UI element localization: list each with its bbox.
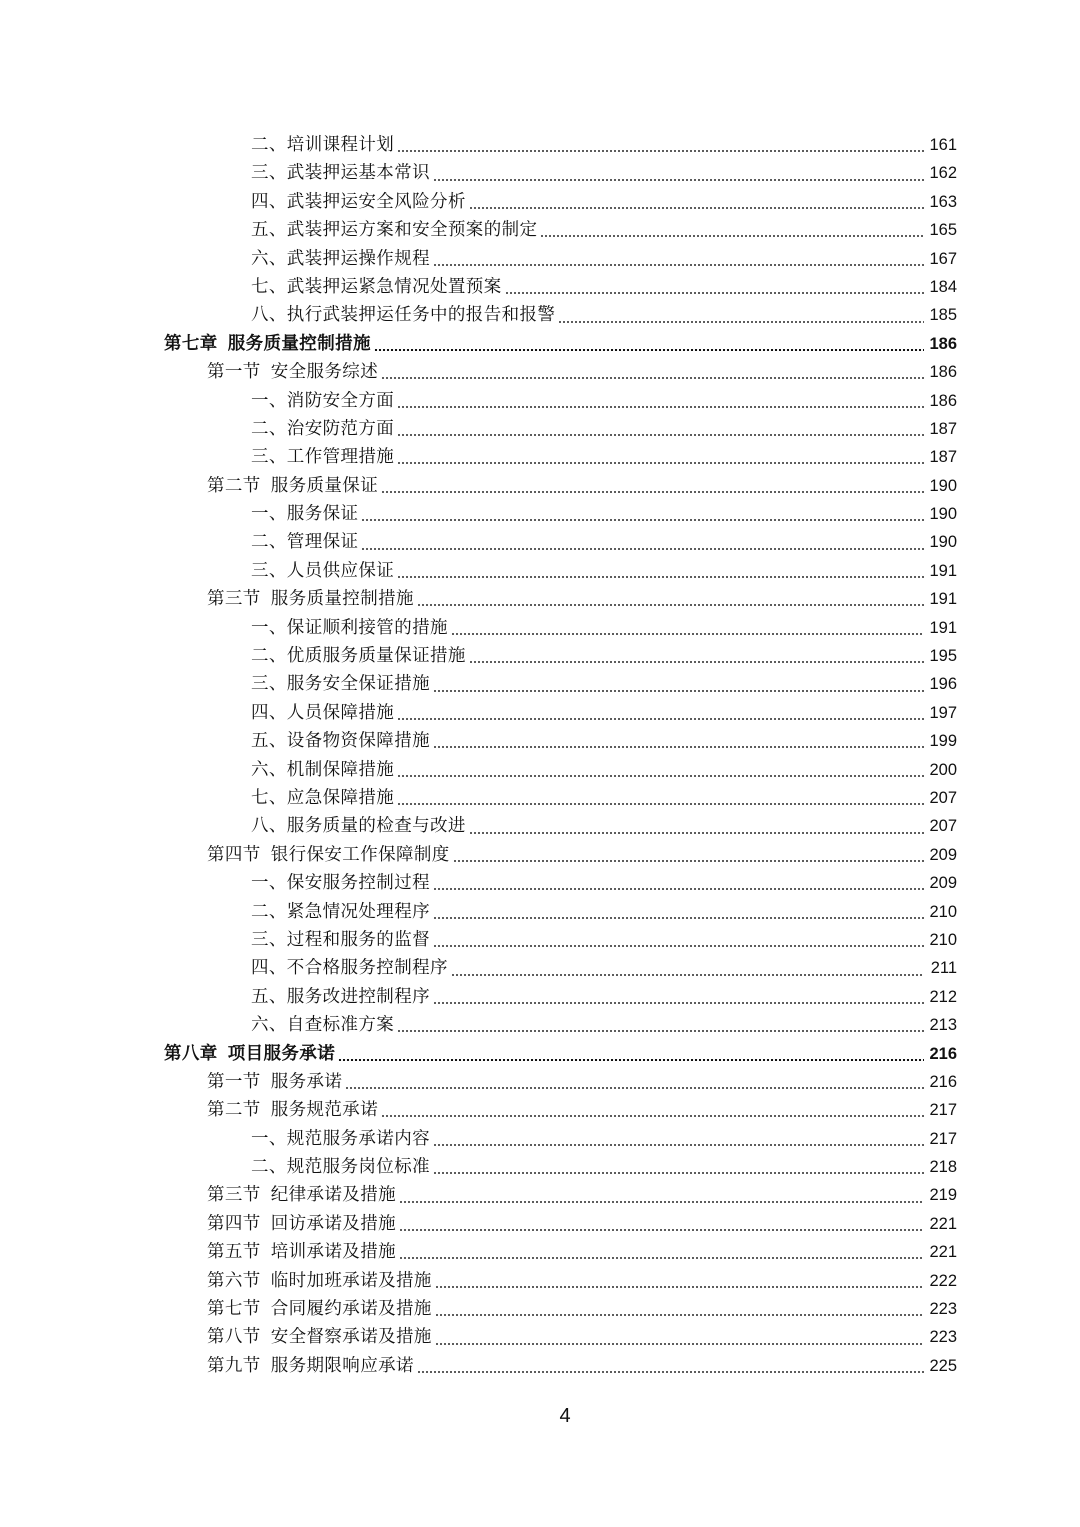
toc-dot-leader xyxy=(417,604,924,606)
toc-entry-number: 第四节 xyxy=(207,1213,261,1234)
toc-dot-leader xyxy=(435,1286,924,1288)
page-number: 4 xyxy=(559,1405,571,1427)
toc-entry-title-text: 服务期限响应承诺 xyxy=(270,1355,414,1376)
toc-entry-title-text: 五、服务改进控制程序 xyxy=(251,986,430,1007)
toc-subsection-entry[interactable] xyxy=(251,614,957,642)
toc-subsection-entry[interactable] xyxy=(251,699,957,727)
toc-dot-leader xyxy=(417,1371,924,1373)
toc-dot-leader xyxy=(433,888,924,890)
toc-page-number: 190 xyxy=(929,533,957,552)
toc-dot-leader xyxy=(451,974,924,976)
toc-entry-title xyxy=(207,585,414,613)
toc-entry-title xyxy=(251,812,466,840)
toc-chapter-entry[interactable] xyxy=(164,1040,957,1068)
toc-entry-number: 第一节 xyxy=(207,362,261,383)
toc-entry-title-text: 银行保安工作保障制度 xyxy=(270,844,450,865)
toc-dot-leader xyxy=(397,1030,924,1032)
toc-entry-title-text: 四、人员保障措施 xyxy=(251,702,395,723)
toc-section-entry[interactable] xyxy=(207,472,957,500)
toc-entry-title-text: 三、工作管理措施 xyxy=(251,447,395,468)
toc-subsection-entry[interactable] xyxy=(251,301,957,329)
toc-entry-number: 第八章 xyxy=(164,1043,218,1064)
toc-page-number: 216 xyxy=(929,1072,957,1091)
toc-dot-leader xyxy=(399,1257,924,1259)
toc-page-number: 217 xyxy=(929,1101,957,1120)
toc-dot-leader xyxy=(435,1314,924,1316)
toc-subsection-entry[interactable] xyxy=(251,954,957,982)
toc-dot-leader xyxy=(381,377,924,379)
toc-dot-leader xyxy=(397,576,924,578)
toc-page-number: 210 xyxy=(929,902,957,921)
toc-entry-title-text: 四、不合格服务控制程序 xyxy=(251,958,448,979)
toc-entry-title-text: 三、武装押运基本常识 xyxy=(251,163,430,184)
toc-entry-title xyxy=(251,756,394,784)
toc-entry-title-text: 八、执行武装押运任务中的报告和报警 xyxy=(251,305,556,326)
toc-page-number: 221 xyxy=(929,1243,957,1262)
toc-entry-title xyxy=(251,670,430,698)
toc-entry-title xyxy=(207,472,378,500)
toc-entry-title-text: 服务承诺 xyxy=(270,1071,343,1092)
toc-dot-leader xyxy=(338,1059,924,1061)
toc-page-number: 186 xyxy=(929,363,957,382)
toc-entry-title xyxy=(251,273,502,301)
toc-section-entry[interactable] xyxy=(207,358,957,386)
toc-entry-title-text: 六、武装押运操作规程 xyxy=(251,248,430,269)
toc-page-number: 222 xyxy=(929,1271,957,1290)
toc-section-entry[interactable] xyxy=(207,1267,957,1295)
toc-entry-title xyxy=(207,841,450,869)
toc-entry-title-text: 七、武装押运紧急情况处置预案 xyxy=(251,276,502,297)
toc-page-number: 218 xyxy=(929,1158,957,1177)
toc-dot-leader xyxy=(433,917,924,919)
toc-dot-leader xyxy=(397,803,924,805)
toc-entry-title xyxy=(251,500,358,528)
toc-subsection-entry[interactable] xyxy=(251,1125,957,1153)
toc-page-number: 187 xyxy=(929,419,957,438)
toc-subsection-entry[interactable] xyxy=(251,1153,957,1181)
toc-entry-title xyxy=(251,983,430,1011)
toc-page-number: 210 xyxy=(929,930,957,949)
toc-dot-leader xyxy=(381,1115,924,1117)
toc-page-number: 184 xyxy=(929,277,957,296)
toc-dot-leader xyxy=(433,264,924,266)
toc-dot-leader xyxy=(433,690,924,692)
toc-page-number: 185 xyxy=(929,306,957,325)
toc-entry-title xyxy=(207,1352,414,1380)
toc-entry-title-text: 一、保证顺利接管的措施 xyxy=(251,617,448,638)
toc-entry-title xyxy=(207,1181,396,1209)
toc-dot-leader xyxy=(433,1172,924,1174)
toc-entry-title xyxy=(251,443,394,471)
toc-entry-title xyxy=(251,188,466,216)
toc-page-number: 213 xyxy=(929,1016,957,1035)
toc-dot-leader xyxy=(397,150,924,152)
toc-dot-leader xyxy=(433,746,924,748)
toc-entry-title-text: 六、自查标准方案 xyxy=(251,1015,395,1036)
toc-subsection-entry[interactable] xyxy=(251,756,957,784)
toc-entry-title-text: 二、管理保证 xyxy=(251,532,359,553)
toc-page-number: 221 xyxy=(929,1214,957,1233)
toc-section-entry[interactable] xyxy=(207,1096,957,1124)
toc-entry-title-text: 五、武装押运方案和安全预案的制定 xyxy=(251,220,538,241)
toc-subsection-entry[interactable] xyxy=(251,216,957,244)
toc-page-number: 186 xyxy=(929,334,957,353)
toc-entry-title xyxy=(251,557,394,585)
toc-entry-title xyxy=(164,1040,335,1068)
toc-entry-title xyxy=(251,301,555,329)
table-of-contents xyxy=(0,131,1080,1380)
toc-page-number: 191 xyxy=(929,561,957,580)
toc-section-entry[interactable] xyxy=(207,1323,957,1351)
toc-entry-title-text: 回访承诺及措施 xyxy=(270,1213,397,1234)
toc-entry-title-text: 纪律承诺及措施 xyxy=(270,1185,397,1206)
toc-dot-leader xyxy=(451,633,924,635)
toc-entry-title xyxy=(251,642,466,670)
toc-dot-leader xyxy=(558,321,924,323)
toc-dot-leader xyxy=(345,1087,924,1089)
toc-subsection-entry[interactable] xyxy=(251,387,957,415)
toc-page-number: 223 xyxy=(929,1328,957,1347)
toc-dot-leader xyxy=(469,207,924,209)
toc-entry-title-text: 七、应急保障措施 xyxy=(251,787,395,808)
toc-dot-leader xyxy=(397,434,924,436)
toc-entry-number: 第七章 xyxy=(164,333,218,354)
toc-chapter-entry[interactable] xyxy=(164,330,957,358)
toc-entry-title xyxy=(164,330,371,358)
toc-dot-leader xyxy=(435,1343,924,1345)
toc-entry-title-text: 服务质量控制措施 xyxy=(227,333,371,354)
toc-page-number: 216 xyxy=(929,1044,957,1063)
toc-page-number: 190 xyxy=(929,505,957,524)
toc-entry-title xyxy=(207,1267,432,1295)
toc-page-number: 186 xyxy=(929,391,957,410)
toc-dot-leader xyxy=(453,860,924,862)
toc-page-number: 197 xyxy=(929,703,957,722)
toc-dot-leader xyxy=(433,179,924,181)
toc-entry-title-text: 五、设备物资保障措施 xyxy=(251,731,430,752)
toc-entry-number: 第五节 xyxy=(207,1242,261,1263)
toc-page-number: 196 xyxy=(929,675,957,694)
toc-entry-number: 第八节 xyxy=(207,1327,261,1348)
toc-section-entry[interactable] xyxy=(207,585,957,613)
toc-section-entry[interactable] xyxy=(207,1210,957,1238)
toc-entry-title xyxy=(251,245,430,273)
toc-subsection-entry[interactable] xyxy=(251,528,957,556)
toc-page-number: 163 xyxy=(929,192,957,211)
toc-dot-leader xyxy=(381,491,924,493)
toc-entry-title xyxy=(207,1096,378,1124)
toc-subsection-entry[interactable] xyxy=(251,812,957,840)
toc-entry-title-text: 服务质量控制措施 xyxy=(270,589,414,610)
toc-page-number: 165 xyxy=(929,221,957,240)
toc-entry-title-text: 一、规范服务承诺内容 xyxy=(251,1128,430,1149)
toc-subsection-entry[interactable] xyxy=(251,727,957,755)
toc-entry-title-text: 服务质量保证 xyxy=(270,475,379,496)
toc-entry-title xyxy=(251,415,394,443)
toc-page-number: 207 xyxy=(929,817,957,836)
toc-entry-title-text: 服务规范承诺 xyxy=(270,1100,379,1121)
toc-entry-number: 第三节 xyxy=(207,589,261,610)
toc-dot-leader xyxy=(397,718,924,720)
toc-page-number: 225 xyxy=(929,1356,957,1375)
toc-page-number: 207 xyxy=(929,788,957,807)
toc-subsection-entry[interactable] xyxy=(251,898,957,926)
toc-page-number: 219 xyxy=(929,1186,957,1205)
toc-page-number: 190 xyxy=(929,476,957,495)
toc-dot-leader xyxy=(397,406,924,408)
toc-dot-leader xyxy=(433,1002,924,1004)
toc-page-number: 211 xyxy=(930,959,957,978)
toc-entry-number: 第七节 xyxy=(207,1299,261,1320)
toc-section-entry[interactable] xyxy=(207,1295,957,1323)
toc-subsection-entry[interactable] xyxy=(251,642,957,670)
toc-subsection-entry[interactable] xyxy=(251,443,957,471)
toc-dot-leader xyxy=(469,661,924,663)
toc-page-number: 217 xyxy=(929,1129,957,1148)
toc-section-entry[interactable] xyxy=(207,1068,957,1096)
toc-page-number: 187 xyxy=(929,448,957,467)
toc-section-entry[interactable] xyxy=(207,1352,957,1380)
toc-entry-title-text: 四、武装押运安全风险分析 xyxy=(251,191,466,212)
toc-entry-title xyxy=(251,869,430,897)
toc-entry-title xyxy=(251,954,448,982)
toc-entry-title-text: 二、优质服务质量保证措施 xyxy=(251,646,466,667)
toc-page-number: 161 xyxy=(929,136,957,154)
toc-entry-title xyxy=(251,614,448,642)
toc-dot-leader xyxy=(505,292,924,294)
toc-page-number: 212 xyxy=(929,987,957,1006)
toc-section-entry[interactable] xyxy=(207,841,957,869)
toc-subsection-entry[interactable] xyxy=(251,926,957,954)
toc-entry-title xyxy=(251,926,430,954)
toc-page-number: 162 xyxy=(929,164,957,183)
toc-entry-number: 第一节 xyxy=(207,1071,261,1092)
toc-dot-leader xyxy=(399,1201,924,1203)
toc-entry-title-text: 一、消防安全方面 xyxy=(251,390,395,411)
toc-entry-title-text: 一、服务保证 xyxy=(251,504,359,525)
toc-entry-number: 第二节 xyxy=(207,475,261,496)
toc-entry-title xyxy=(251,528,358,556)
toc-subsection-entry[interactable] xyxy=(251,245,957,273)
toc-page-number: 167 xyxy=(929,249,957,268)
toc-entry-title-text: 三、过程和服务的监督 xyxy=(251,929,430,950)
toc-subsection-entry[interactable] xyxy=(251,670,957,698)
toc-dot-leader xyxy=(433,945,924,947)
toc-entry-title-text: 二、紧急情况处理程序 xyxy=(251,901,430,922)
toc-entry-number: 第三节 xyxy=(207,1185,261,1206)
toc-entry-number: 第二节 xyxy=(207,1100,261,1121)
toc-entry-title xyxy=(207,1295,432,1323)
toc-entry-title-text: 项目服务承诺 xyxy=(227,1043,336,1064)
toc-entry-title-text: 临时加班承诺及措施 xyxy=(270,1270,432,1291)
toc-subsection-entry[interactable] xyxy=(251,784,957,812)
toc-entry-number: 第九节 xyxy=(207,1355,261,1376)
toc-page-number: 195 xyxy=(929,647,957,666)
toc-entry-title xyxy=(207,358,378,386)
toc-entry-title xyxy=(251,699,394,727)
toc-dot-leader xyxy=(540,235,924,237)
toc-subsection-entry[interactable] xyxy=(251,415,957,443)
toc-dot-leader xyxy=(397,462,924,464)
toc-page-number: 191 xyxy=(929,590,957,609)
toc-page-number: 209 xyxy=(929,874,957,893)
toc-page-number: 200 xyxy=(929,760,957,779)
toc-dot-leader xyxy=(361,548,924,550)
toc-entry-title-text: 八、服务质量的检查与改进 xyxy=(251,816,466,837)
toc-entry-title-text: 三、人员供应保证 xyxy=(251,560,395,581)
toc-entry-number: 第六节 xyxy=(207,1270,261,1291)
toc-dot-leader xyxy=(397,775,924,777)
toc-entry-title-text: 安全督察承诺及措施 xyxy=(270,1327,432,1348)
toc-entry-title-text: 二、培训课程计划 xyxy=(251,135,395,155)
toc-entry-title xyxy=(251,1125,430,1153)
toc-entry-title xyxy=(207,1238,396,1266)
toc-entry-title xyxy=(251,1011,394,1039)
toc-page-number: 191 xyxy=(929,618,957,637)
toc-entry-title-text: 一、保安服务控制过程 xyxy=(251,873,430,894)
toc-entry-title xyxy=(207,1323,432,1351)
toc-subsection-entry[interactable] xyxy=(251,1011,957,1039)
toc-dot-leader xyxy=(399,1229,924,1231)
toc-section-entry[interactable] xyxy=(207,1238,957,1266)
toc-entry-number: 第四节 xyxy=(207,844,261,865)
toc-entry-title-text: 培训承诺及措施 xyxy=(270,1242,397,1263)
toc-dot-leader xyxy=(374,349,924,351)
toc-entry-title xyxy=(207,1068,342,1096)
toc-entry-title xyxy=(251,898,430,926)
toc-entry-title-text: 合同履约承诺及措施 xyxy=(270,1299,432,1320)
toc-subsection-entry[interactable] xyxy=(251,159,957,187)
toc-entry-title xyxy=(251,159,430,187)
toc-section-entry[interactable] xyxy=(207,1181,957,1209)
toc-entry-title-text: 二、规范服务岗位标准 xyxy=(251,1157,430,1178)
toc-page-number: 199 xyxy=(929,732,957,751)
toc-page-number: 209 xyxy=(929,845,957,864)
toc-subsection-entry[interactable] xyxy=(251,869,957,897)
toc-subsection-entry[interactable] xyxy=(251,273,957,301)
toc-entry-title-text: 三、服务安全保证措施 xyxy=(251,674,430,695)
toc-entry-title xyxy=(251,131,394,159)
toc-subsection-entry[interactable] xyxy=(251,557,957,585)
toc-dot-leader xyxy=(469,832,924,834)
toc-subsection-entry[interactable] xyxy=(251,188,957,216)
toc-entry-title-text: 安全服务综述 xyxy=(270,362,379,383)
toc-page-number: 223 xyxy=(929,1300,957,1319)
toc-subsection-entry[interactable] xyxy=(251,500,957,528)
toc-dot-leader xyxy=(433,1144,924,1146)
toc-dot-leader xyxy=(361,519,924,521)
toc-entry-title-text: 二、治安防范方面 xyxy=(251,418,395,439)
toc-entry-title xyxy=(251,784,394,812)
toc-entry-title-text: 六、机制保障措施 xyxy=(251,759,395,780)
toc-subsection-entry[interactable] xyxy=(251,983,957,1011)
toc-entry-title xyxy=(251,1153,430,1181)
toc-subsection-entry[interactable] xyxy=(251,131,957,159)
toc-entry-title xyxy=(251,216,537,244)
toc-entry-title xyxy=(251,387,394,415)
toc-entry-title xyxy=(251,727,430,755)
toc-entry-title xyxy=(207,1210,396,1238)
